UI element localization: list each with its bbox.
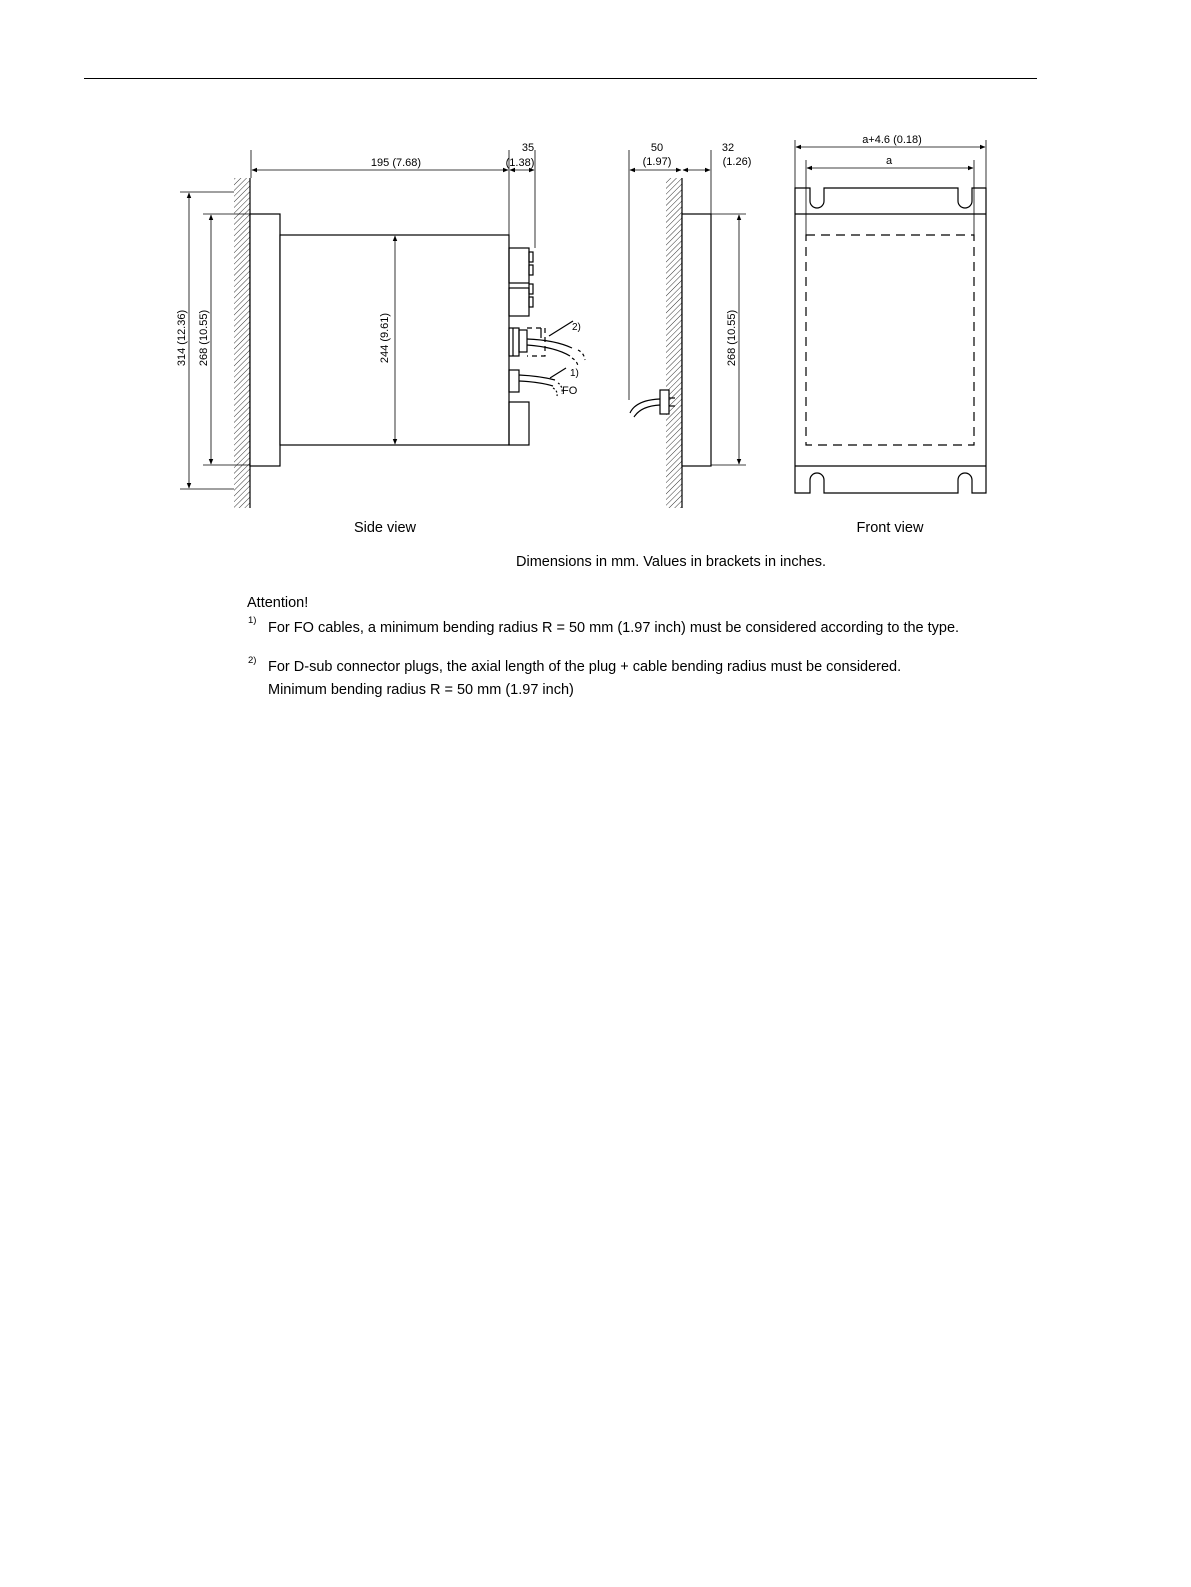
front-outline [795, 188, 986, 493]
dim-244-label: 244 (9.61) [379, 312, 391, 364]
dim-front-inner-label: a [885, 155, 893, 167]
note-2-marker: 2) [248, 655, 257, 666]
housing [280, 235, 509, 445]
rear-connector [660, 390, 669, 414]
dim-35-in-label: (1.38) [505, 157, 535, 169]
attention-heading: Attention! [247, 595, 309, 611]
dim-268-right-label: 268 (10.55) [726, 309, 738, 367]
note-2-text: For D-sub connector plugs, the axial length of the plug + cable bending radius must be considered. [268, 659, 902, 675]
dim-268-left-label: 268 (10.55) [198, 309, 210, 367]
wall-hatch-left [234, 178, 250, 508]
connector-block [509, 248, 533, 445]
note-1-marker: 1) [248, 615, 257, 626]
panel-body [682, 214, 711, 466]
dim-195-label: 195 (7.68) [370, 157, 422, 169]
front-view [795, 140, 986, 493]
front-frame [250, 214, 280, 466]
dim-35-mm-label: 35 [521, 142, 535, 154]
note-1-text: For FO cables, a minimum bending radius R = 50 mm (1.97 inch) must be considered according to the type. [268, 620, 960, 636]
dim-50-mm-label: 50 [650, 142, 664, 154]
units-caption: Dimensions in mm. Values in brackets in inches. [516, 554, 826, 570]
front-view-caption: Front view [856, 520, 924, 536]
dim-32-in-label: (1.26) [722, 156, 752, 168]
dsub-cable [527, 339, 572, 348]
note-2-text-line2: Minimum bending radius R = 50 mm (1.97 inch) [268, 682, 574, 698]
mark-1-label: 1) [570, 368, 579, 379]
side-view-caption: Side view [353, 520, 417, 536]
dsub-plug-outline [527, 328, 545, 356]
fo-cable [519, 375, 555, 380]
mark-2-label: 2) [572, 322, 581, 333]
dim-314-label: 314 (12.36) [176, 309, 188, 367]
fo-label: FO [562, 385, 578, 397]
dim-50-in-label: (1.97) [642, 156, 672, 168]
dimension-drawing [0, 0, 1191, 720]
dim-32-mm-label: 32 [721, 142, 735, 154]
dim-front-outer-label: a+4.6 (0.18) [862, 134, 922, 146]
wall-hatch-middle [666, 178, 682, 508]
